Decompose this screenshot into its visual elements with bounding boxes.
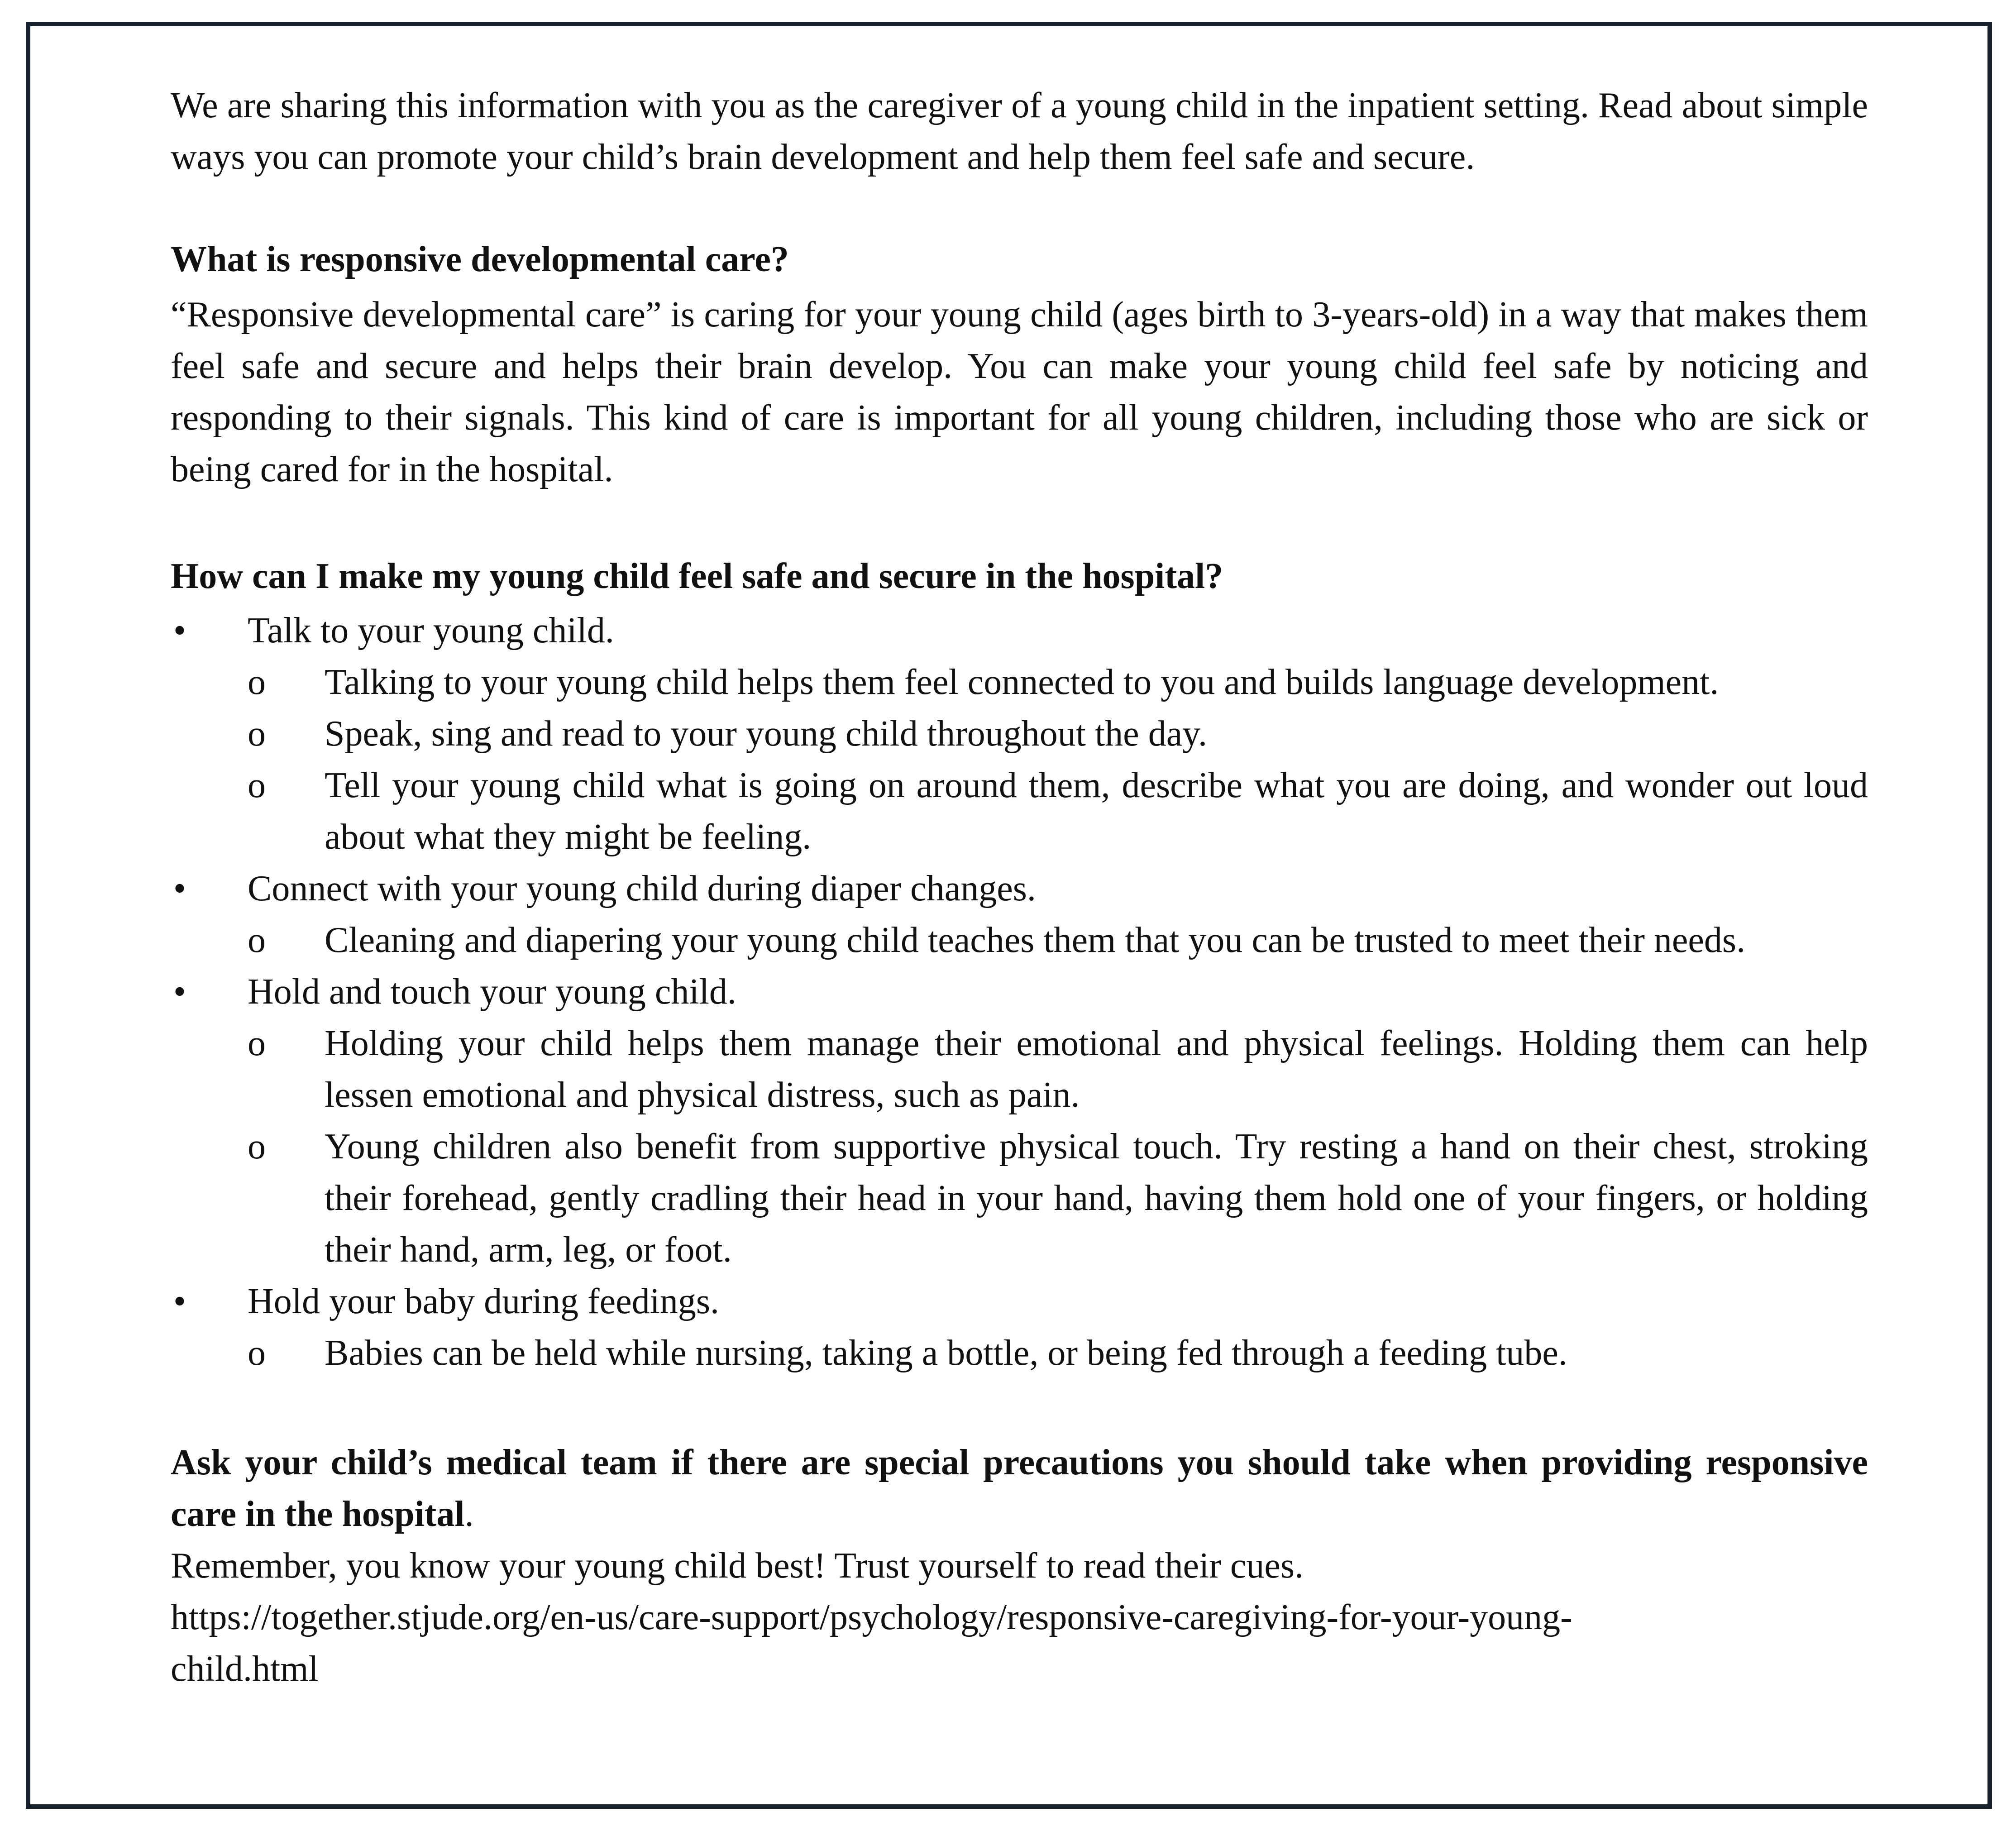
definition-paragraph: “Responsive developmental care” is caring for your young child (ages birth to 3-years-old) in a way that makes them feel safe and secure and helps their brain develop. You can make your young child feel safe by noticing and responding to their signals. This kind of care is important for all young children, including those who are sick or being cared for in the hospital.	[171, 295, 1868, 489]
intro-paragraph: We are sharing this information with you as the caregiver of a young child in the inpatient setting. Read about simple ways you can promote your child’s brain development and help them feel safe and secure.	[171, 86, 1868, 177]
tip-text: Connect with your young child during diaper changes.	[248, 869, 1036, 908]
tip-sub-list	[248, 914, 1868, 966]
tip-item	[171, 1276, 1868, 1379]
tip-sub-list	[248, 656, 1868, 863]
ask-medical-team-bold: Ask your child’s medical team if there are special precautions you should take when providing responsive care in the hospital	[171, 1443, 1868, 1534]
tip-item	[171, 966, 1868, 1276]
tip-item	[171, 863, 1868, 966]
tip-sub-text: Speak, sing and read to your young child throughout the day.	[325, 714, 1207, 754]
tip-sub-list	[248, 1018, 1868, 1276]
section-heading-what-is: What is responsive developmental care?	[171, 239, 789, 279]
tip-sub-text: Young children also benefit from supportive physical touch. Try resting a hand on their chest, stroking their forehead, gently cradling their head in your hand, having them hold one of your fingers, or holding their hand, arm, leg, or foot.	[325, 1127, 1868, 1270]
tip-text: Hold your baby during feedings.	[248, 1281, 720, 1321]
tips-list	[171, 605, 1868, 1379]
tip-sub-text: Babies can be held while nursing, taking a bottle, or being fed through a feeding tube.	[325, 1333, 1567, 1373]
tip-sub-item	[248, 1327, 1868, 1379]
ask-medical-team-period: .	[464, 1494, 474, 1534]
section-heading-how-can-i: How can I make my young child feel safe and secure in the hospital?	[171, 556, 1223, 596]
tip-sub-text: Tell your young child what is going on around them, describe what you are doing, and wonder out loud about what they might be feeling.	[325, 765, 1868, 857]
tip-sub-item	[248, 914, 1868, 966]
source-url-line-2[interactable]: child.html	[171, 1649, 319, 1689]
tip-sub-item	[248, 656, 1868, 708]
tip-text: Hold and touch your young child.	[248, 972, 736, 1012]
sub-bullet-marker: o	[248, 1333, 266, 1373]
source-url[interactable]	[171, 1592, 1868, 1695]
tip-sub-text: Holding your child helps them manage their emotional and physical feelings. Holding them can help lessen emotional and physical distress, such as pain.	[325, 1023, 1868, 1115]
remember-line: Remember, you know your young child best! Trust yourself to read their cues.	[171, 1546, 1304, 1586]
sub-bullet-marker: o	[248, 714, 266, 754]
tip-sub-item	[248, 1121, 1868, 1276]
sub-bullet-marker: o	[248, 920, 266, 960]
tip-sub-item	[248, 1018, 1868, 1121]
tip-text: Talk to your young child.	[248, 611, 614, 650]
tip-sub-list	[248, 1327, 1868, 1379]
sub-bullet-marker: o	[248, 662, 266, 702]
ask-medical-team-paragraph	[171, 1437, 1868, 1540]
tip-item	[171, 605, 1868, 863]
sub-bullet-marker: o	[248, 765, 266, 805]
sub-bullet-marker: o	[248, 1127, 266, 1167]
tip-sub-text: Talking to your young child helps them feel connected to you and builds language development.	[325, 662, 1719, 702]
bullet-marker: •	[173, 972, 186, 1012]
source-url-line-1[interactable]: https://together.stjude.org/en-us/care-support/psychology/responsive-caregiving-for-your-young-	[171, 1597, 1572, 1637]
bullet-marker: •	[173, 869, 186, 908]
tip-sub-item	[248, 760, 1868, 863]
bullet-marker: •	[173, 1281, 186, 1321]
sub-bullet-marker: o	[248, 1023, 266, 1063]
tip-sub-item	[248, 708, 1868, 760]
bullet-marker: •	[173, 611, 186, 650]
document-content	[171, 80, 1868, 1695]
tip-sub-text: Cleaning and diapering your young child teaches them that you can be trusted to meet their needs.	[325, 920, 1746, 960]
